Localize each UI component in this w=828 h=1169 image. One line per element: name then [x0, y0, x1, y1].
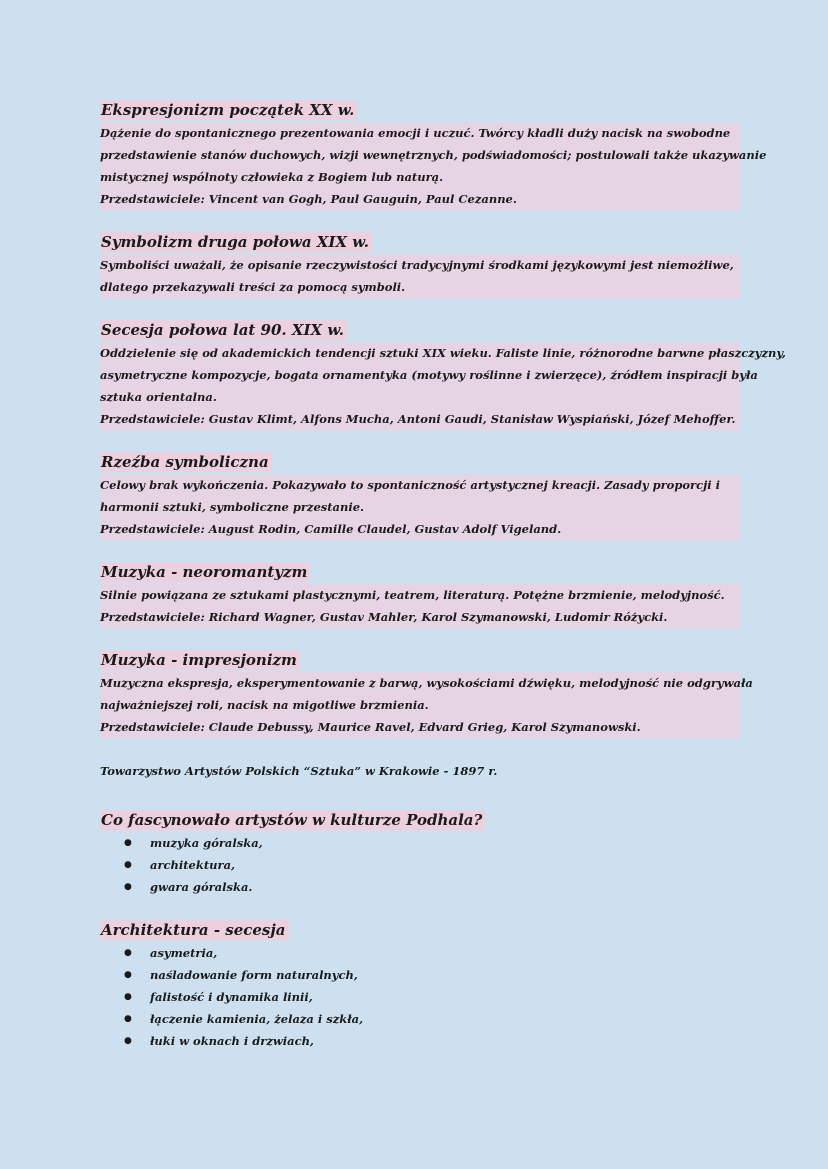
- section-heading: Co fascynowało artystów w kulturze Podhala?: [100, 810, 485, 830]
- representatives-line: Przedstawiciele: Claude Debussy, Maurice Ravel, Edvard Grieg, Karol Szymanowski.: [100, 716, 740, 738]
- list-item: ● asymetria,: [124, 942, 740, 964]
- list-item: ● gwara góralska.: [124, 876, 740, 898]
- text-line: Oddzielenie się od akademickich tendencji sztuki XIX wieku. Faliste linie, różnorodne barwne płaszczyzny,: [100, 342, 740, 364]
- list-item: ● muzyka góralska,: [124, 832, 740, 854]
- notes-content: [100, 100, 786, 1074]
- list-item: ● naśladowanie form naturalnych,: [124, 964, 740, 986]
- section-heading: Symbolizm druga połowa XIX w.: [100, 232, 372, 252]
- section-symbolic-sculpture: [100, 452, 740, 540]
- section-impressionism: [100, 650, 753, 738]
- bullet-list: [100, 832, 740, 898]
- text-line: najważniejszej roli, nacisk na migotliwe brzmienia.: [100, 694, 740, 716]
- section-heading: Ekspresjonizm początek XX w.: [100, 100, 357, 120]
- section-neoromanticism: [100, 562, 740, 628]
- society-note: Towarzystwo Artystów Polskich “Sztuka” w Krakowie - 1897 r.: [100, 764, 498, 778]
- representatives-line: Przedstawiciele: Vincent van Gogh, Paul Gauguin, Paul Cezanne.: [100, 188, 740, 210]
- section-heading: Rzeźba symboliczna: [100, 452, 272, 472]
- section-architecture: [100, 920, 740, 1052]
- text-line: asymetryczne kompozycje, bogata ornamentyka (motywy roślinne i zwierzęce), źródłem inspiracji była: [100, 364, 740, 386]
- text-line: Symboliści uważali, że opisanie rzeczywistości tradycyjnymi środkami językowymi jest niemożliwe,: [100, 254, 740, 276]
- text-line: harmonii sztuki, symboliczne przestanie.: [100, 496, 740, 518]
- list-item: ● architektura,: [124, 854, 740, 876]
- text-line: Muzyczna ekspresja, eksperymentowanie z barwą, wysokościami dźwięku, melodyjność nie odgrywała: [100, 672, 740, 694]
- text-line: mistycznej wspólnoty człowieka z Bogiem lub naturą.: [100, 166, 740, 188]
- list-item: ● łączenie kamienia, żelaza i szkła,: [124, 1008, 740, 1030]
- section-podhale: [100, 810, 740, 898]
- section-heading: Muzyka - impresjonizm: [100, 650, 300, 670]
- text-line: sztuka orientalna.: [100, 386, 740, 408]
- section-heading: Architektura - secesja: [100, 920, 289, 940]
- list-item: ● łuki w oknach i drzwiach,: [124, 1030, 740, 1052]
- text-line: Dążenie do spontanicznego prezentowania emocji i uczuć. Twórcy kładli duży nacisk na swobodne: [100, 122, 740, 144]
- representatives-line: Przedstawiciele: Gustav Klimt, Alfons Mucha, Antoni Gaudi, Stanisław Wyspiański, Józef Mehoffer.: [100, 408, 740, 430]
- section-symbolism: [100, 232, 740, 298]
- text-line: Celowy brak wykończenia. Pokazywało to spontaniczność artystycznej kreacji. Zasady proporcji i: [100, 474, 740, 496]
- text-line: przedstawienie stanów duchowych, wizji wewnętrznych, podświadomości; postulowali także ukazywanie: [100, 144, 740, 166]
- representatives-line: Przedstawiciele: Richard Wagner, Gustav Mahler, Karol Szymanowski, Ludomir Różycki.: [100, 606, 740, 628]
- bullet-list: [100, 942, 740, 1052]
- section-secession: [100, 320, 786, 430]
- text-line: Silnie powiązana ze sztukami plastycznymi, teatrem, literaturą. Potężne brzmienie, melodyjność.: [100, 584, 740, 606]
- representatives-line: Przedstawiciele: August Rodin, Camille Claudel, Gustav Adolf Vigeland.: [100, 518, 740, 540]
- section-heading: Secesja połowa lat 90. XIX w.: [100, 320, 347, 340]
- list-item: ● falistość i dynamika linii,: [124, 986, 740, 1008]
- section-expressionism: [100, 100, 767, 210]
- text-line: dlatego przekazywali treści za pomocą symboli.: [100, 276, 740, 298]
- section-heading: Muzyka - neoromantyzm: [100, 562, 310, 582]
